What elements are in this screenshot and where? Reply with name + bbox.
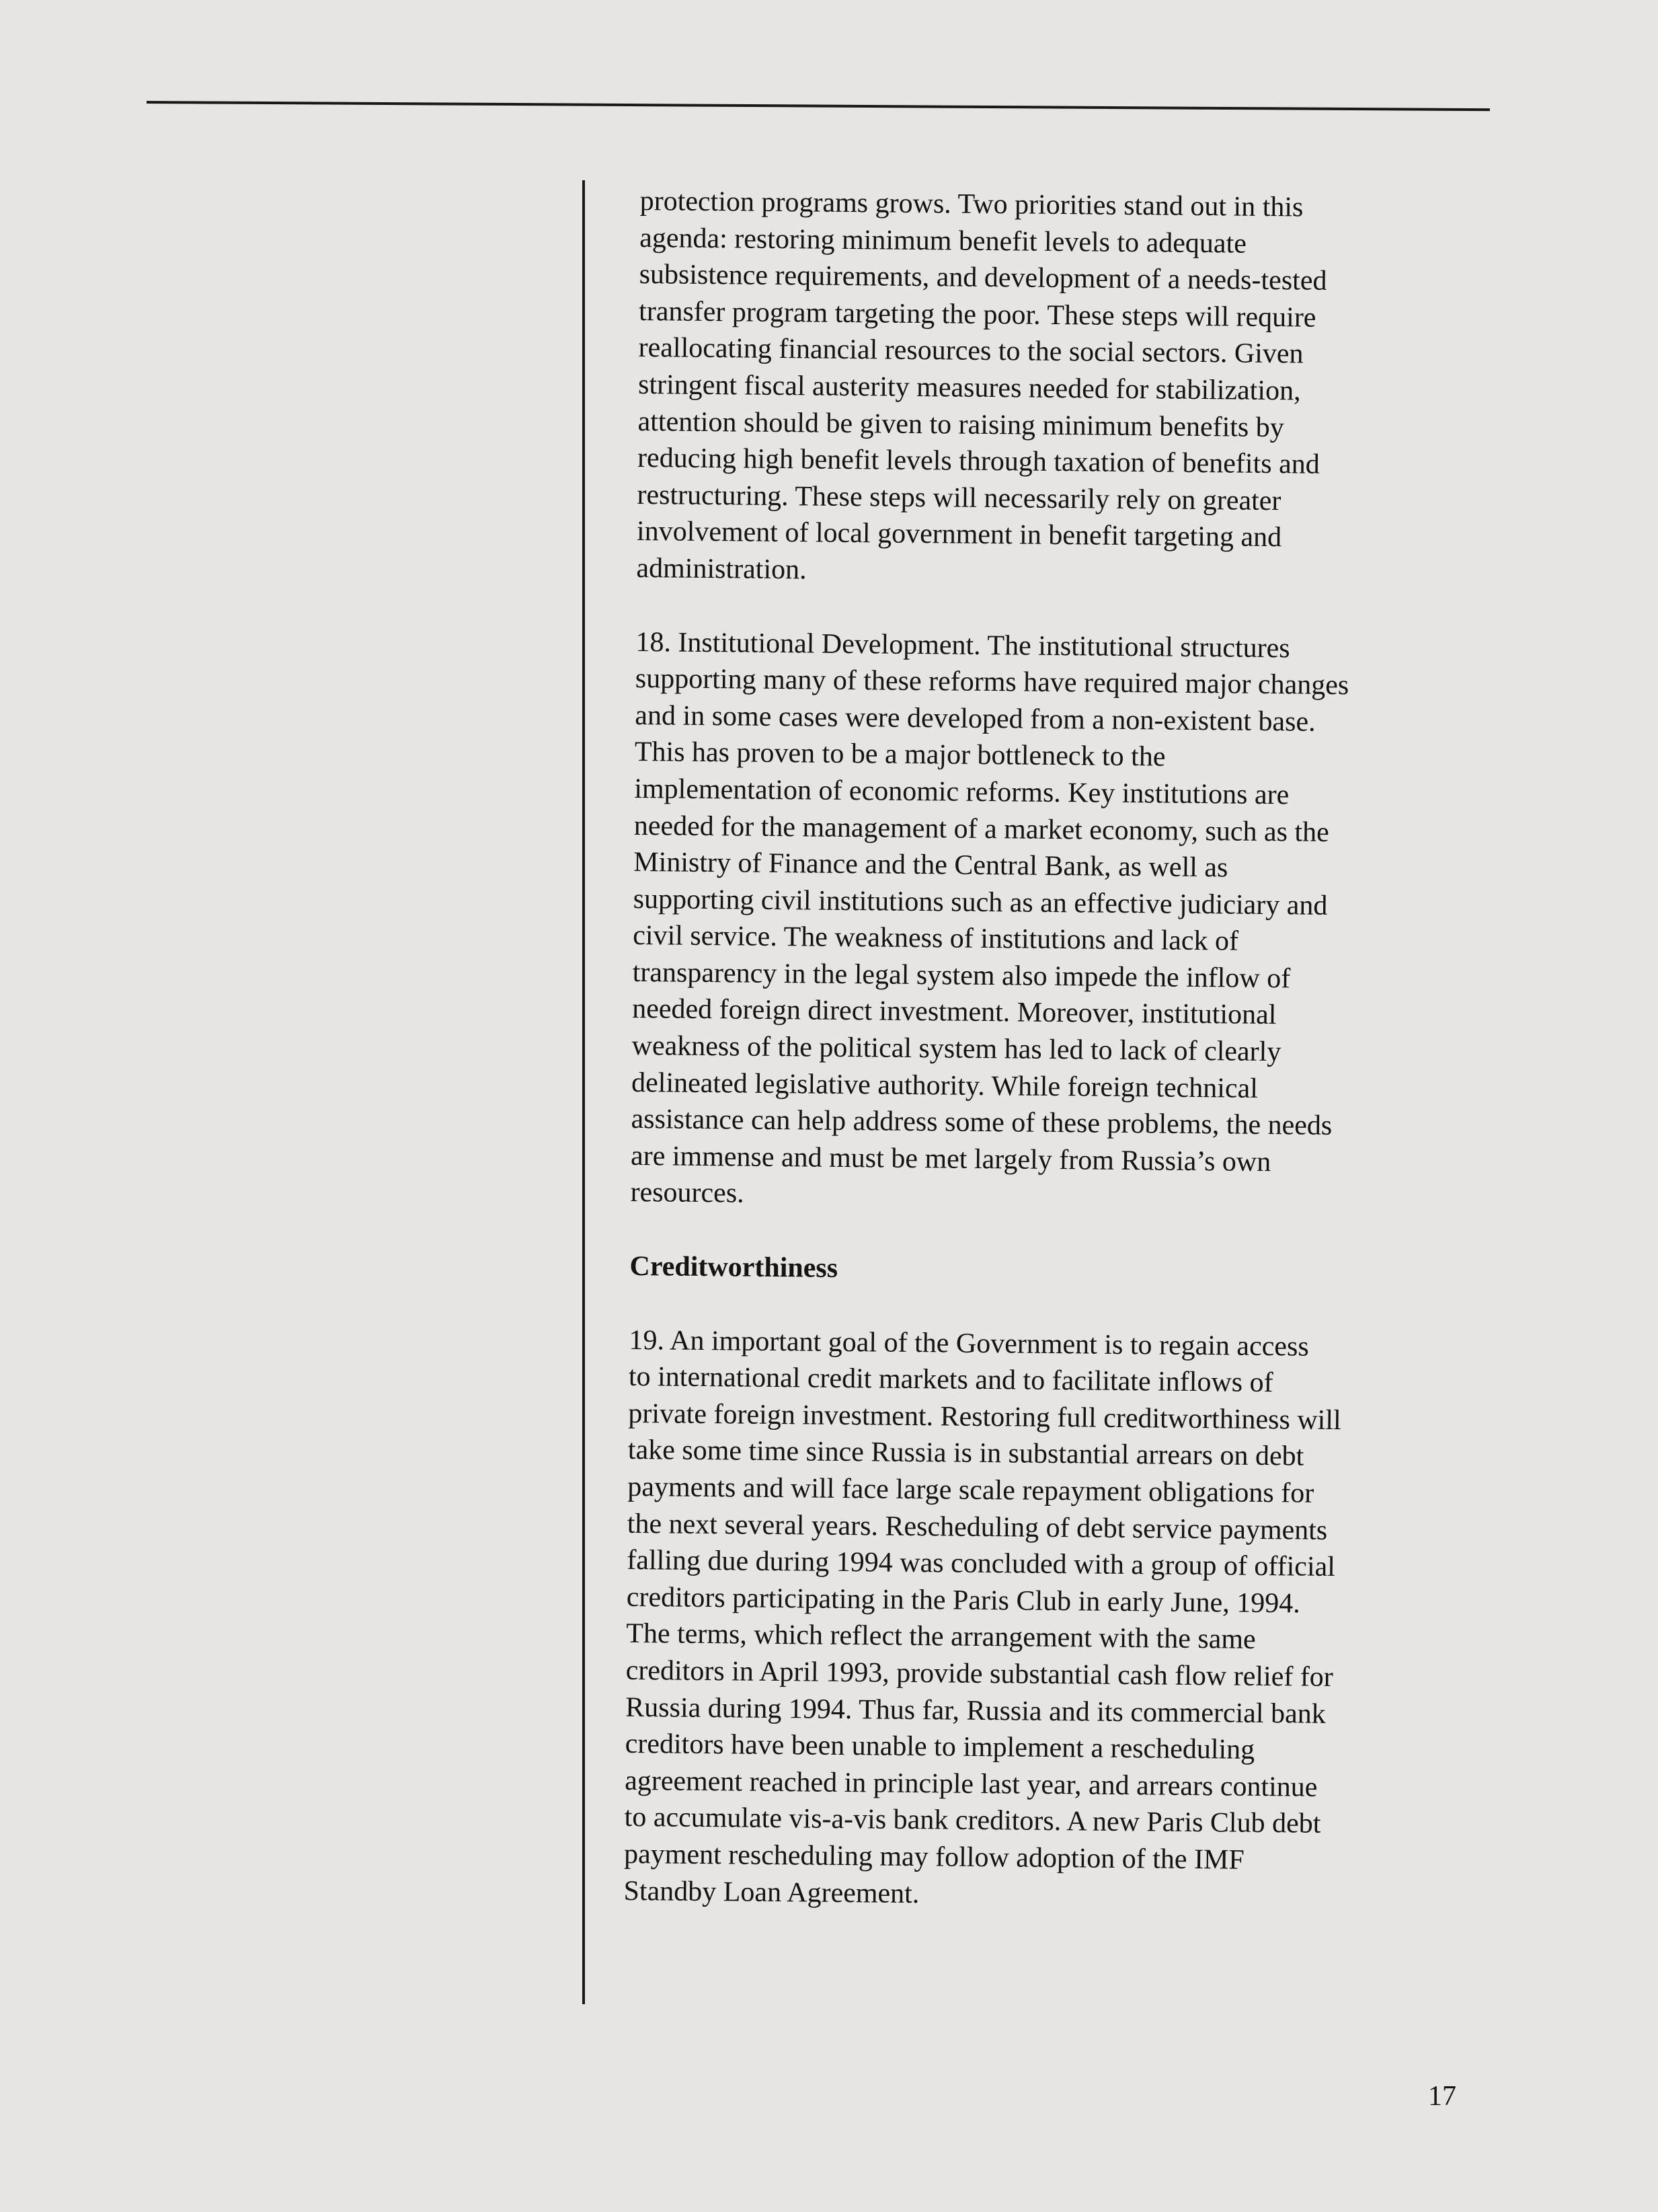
paragraph-19: 19. An important goal of the Government is to regain access to international credit markets and to facilitate inflows of private foreign investment. Restoring full creditworthiness will take some time since Russia is in substantial arrears on debt payments and will face large scale repayment obligations for the next several years. Rescheduling of debt service payments falling due during 1994 was concluded with a group of official creditors participating in the Paris Club in early June, 1994. The terms, which reflect the arrangement with the same creditors in April 1993, provide substantial cash flow relief for Russia during 1994. Thus far, Russia and its commercial bank creditors have been unable to implement a rescheduling agreement reached in principle last year, and arrears continue to accumulate vis-a-vis bank creditors. A new Paris Club debt payment rescheduling may follow adoption of the IMF Standby Loan Agreement. (623, 1324, 1341, 1909)
paragraph-continued: protection programs grows. Two priorities stand out in this agenda: restoring minimum benefit levels to adequate subsistence requirements, and development of a needs-tested transfer program targeting the poor. These steps will require reallocating financial resources to the social sectors. Given stringent fiscal austerity measures needed for stabilization, attention should be given to raising minimum benefits by reducing high benefit levels through taxation of benefits and restructuring. These steps will necessarily rely on greater involvement of local government in benefit targeting and administration. (636, 185, 1327, 586)
column-divider-rule (582, 180, 585, 2004)
section-heading-creditworthiness: Creditworthiness (629, 1250, 838, 1284)
paragraph-18: 18. Institutional Development. The institutional structures supporting many of these reforms have required major changes and in some cases were developed from a non-existent base. This has proven to be a major bottleneck to the implementation of economic reforms. Key institutions are needed for the management of a market economy, such as the Ministry of Finance and the Central Bank, as well as supporting civil institutions such as an effective judiciary and civil service. The weakness of institutions and lack of transparency in the legal system also impede the inflow of needed foreign direct investment. Moreover, institutional weakness of the political system has led to lack of clearly delineated legislative authority. While foreign technical assistance can help address some of these problems, the needs are immense and must be met largely from Russia’s own resources. (630, 626, 1349, 1209)
body-text-column (623, 183, 1474, 1917)
page-number: 17 (1428, 2081, 1456, 2112)
header-rule (147, 101, 1490, 111)
